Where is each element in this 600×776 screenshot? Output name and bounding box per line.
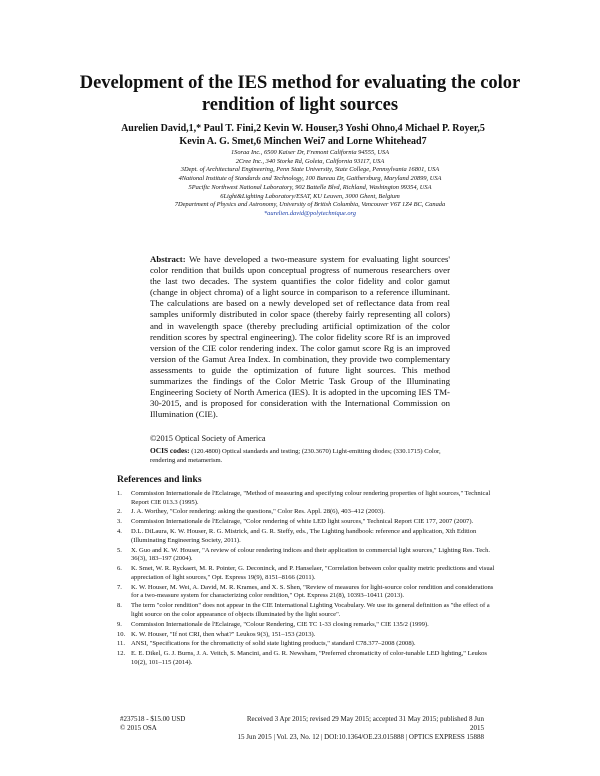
reference-text: K. W. Houser, M. Wei, A. David, M. R. Krames, and X. S. Shen, "Review of measures for light-source color rendition and considerations for a two-measure system for characterizing color rendition," Opt. Express 21(8), 10393–10411 (2013). — [131, 583, 494, 600]
corresponding-email-link[interactable]: *aurelien.david@polytechnique.org — [263, 209, 356, 217]
document-id: #237518 - $15.00 USD — [120, 715, 186, 723]
osa-copyright: © 2015 OSA — [120, 724, 157, 732]
reference-item — [117, 640, 497, 649]
affiliation-6: 6Light&Lighting Laboratory/ESAT, KU Leuven, 3000 Ghent, Belgium — [220, 192, 400, 200]
footer-right — [232, 715, 484, 742]
references-heading: References and links — [117, 474, 202, 485]
affiliation-2: 2Cree Inc., 340 Storke Rd, Goleta, California 93117, USA — [235, 157, 385, 165]
reference-text: E. E. Dikel, G. J. Burns, J. A. Veitch, S. Mancini, and G. R. Newsham, "Preferred chromaticity of color-tunable LED lighting," Leukos 10(2), 101–115 (2014). — [131, 650, 487, 666]
reference-item — [117, 490, 497, 507]
reference-item — [117, 565, 497, 582]
reference-text: Commission Internationale de l'Eclairage, "Color rendering of white LED light sources," Technical Report CIE 177, 2007 (2007). — [131, 518, 474, 526]
abstract-text: We have developed a two-measure system for evaluating light sources' color rendition that builds upon conceptual progress of numerous researchers over the last two decades. The system quantifies the color fidelity and color gamut (change in object chroma) of a light source in comparison to a reference illuminant. The calculations are based on a newly developed set of reflectance data from real samples uniformly distributed in color space (thereby fairly representing all colors) and in wavelength space (thereby precluding artificial optimization of the color rendition scores by spectral engineering). The color fidelity score Rf is an improved version of the CIE color rendering index. The color gamut score Rg is an improved version of the Gamut Area Index. In combination, they provide two complementary assessments to guide the optimization of future light sources. This method summarizes the findings of the Color Metric Task Group of the Illuminating Engineering Society of North America (IES). It is adopted in the upcoming IES TM-30-2015, and is proposed for consideration with the International Commission on Illumination (CIE). — [150, 254, 450, 420]
reference-number: 2. — [117, 508, 122, 516]
paper-title: Development of the IES method for evaluating the color rendition of light sources — [79, 73, 521, 115]
reference-number: 12. — [117, 650, 126, 658]
reference-text: X. Guo and K. W. Houser, "A review of colour rendering indices and their application to commercial light sources," Lighting Res. Tech. 36(3), 183–197 (2004). — [131, 546, 491, 563]
affiliation-1: 1Soraa Inc., 6500 Kaiser Dr, Fremont California 94555, USA — [230, 149, 390, 156]
reference-number: 4. — [117, 528, 122, 536]
reference-item — [117, 602, 497, 619]
reference-text: Commission Internationale de l'Eclairage, "Colour Rendering, CIE TC 1-33 closing remarks," CIE 135/2 (1999). — [131, 620, 429, 628]
reference-number: 5. — [117, 546, 122, 554]
reference-item — [117, 547, 497, 564]
reference-text: K. Smet, W. R. Ryckaert, M. R. Pointer, G. Deconinck, and P. Hanselaer, "Correlation between color quality metric predictions and visual appreciation of light sources," Opt. Express 19(9), 8151–8166 (2011). — [131, 565, 495, 581]
ocis-label: OCIS codes: — [150, 446, 190, 455]
reference-number: 6. — [117, 565, 122, 573]
reference-item — [117, 584, 497, 601]
reference-item — [117, 650, 497, 667]
footer-left — [120, 715, 185, 733]
reference-number: 10. — [117, 630, 126, 638]
affiliation-5: 5Pacific Northwest National Laboratory, 902 Battelle Blvd, Richland, Washington 99354, USA — [188, 183, 432, 191]
author-list: Aurelien David,1,* Paul T. Fini,2 Kevin W. Houser,3 Yoshi Ohno,4 Michael P. Royer,5 Kevin A. G. Smet,6 Minchen Wei7 and Lorne Whitehead7 — [121, 123, 485, 147]
affiliation-7: 7Department of Physics and Astronomy, University of British Columbia, Vancouver V6T 1Z4 BC, Canada — [174, 201, 446, 209]
reference-item — [117, 528, 497, 545]
copyright-notice: ©2015 Optical Society of America — [150, 434, 266, 443]
reference-item — [117, 508, 497, 517]
reference-number: 8. — [117, 602, 122, 610]
reference-text: K. W. Houser, "If not CRI, then what?" Leukos 9(3), 151–153 (2013). — [131, 630, 316, 638]
affiliations — [120, 149, 500, 219]
abstract-label: Abstract: — [150, 254, 186, 264]
affiliation-4: 4National Institute of Standards and Technology, 100 Bureau Dr, Gaithersburg, Maryland 20899, USA — [178, 175, 442, 183]
reference-text: Commission Internationale de l'Eclairage, "Method of measuring and specifying colour rendering properties of light sources," Technical Report CIE 013.3 (1995). — [131, 490, 491, 506]
journal-citation: 15 Jun 2015 | Vol. 23, No. 12 | DOI:10.1364/OE.23.015888 | OPTICS EXPRESS 15888 — [237, 733, 484, 741]
reference-list — [117, 490, 497, 669]
reference-item — [117, 621, 497, 630]
publication-dates: Received 3 Apr 2015; revised 29 May 2015; accepted 31 May 2015; published 8 Jun 2015 — [246, 715, 484, 732]
affiliation-3: 3Dept. of Architectural Engineering, Penn State University, State College, Pennsylvania 16801, USA — [180, 166, 440, 174]
reference-text: ANSI, "Specifications for the chromaticity of solid state lighting products," standard C78.377–2008 (2008). — [131, 640, 416, 648]
reference-number: 1. — [117, 490, 122, 497]
reference-text: J. A. Worthey, "Color rendering: asking the questions," Color Res. Appl. 28(6), 403–412 (2003). — [131, 508, 385, 516]
reference-text: The term "color rendition" does not appear in the CIE International Lighting Vocabulary. We use its general definition as "the effect of a light source on the color appearance of objects illuminated by the light source". — [131, 602, 490, 618]
reference-number: 9. — [117, 620, 122, 628]
abstract — [150, 254, 450, 420]
reference-number: 7. — [117, 583, 122, 591]
reference-number: 11. — [117, 640, 125, 648]
reference-item — [117, 518, 497, 527]
reference-text: D.L. DiLaura, K. W. Houser, R. G. Mistrick, and G. R. Steffy, eds., The Lighting handbook: reference and application, Xth Edition (Illuminating Engineering Society, 2011). — [131, 528, 477, 544]
reference-item — [117, 631, 497, 640]
ocis-codes — [150, 447, 450, 465]
reference-number: 3. — [117, 518, 122, 526]
ocis-text: (120.4800) Optical standards and testing; (230.3670) Light-emitting diodes; (330.1715) Color, rendering and metamerism. — [150, 448, 441, 464]
